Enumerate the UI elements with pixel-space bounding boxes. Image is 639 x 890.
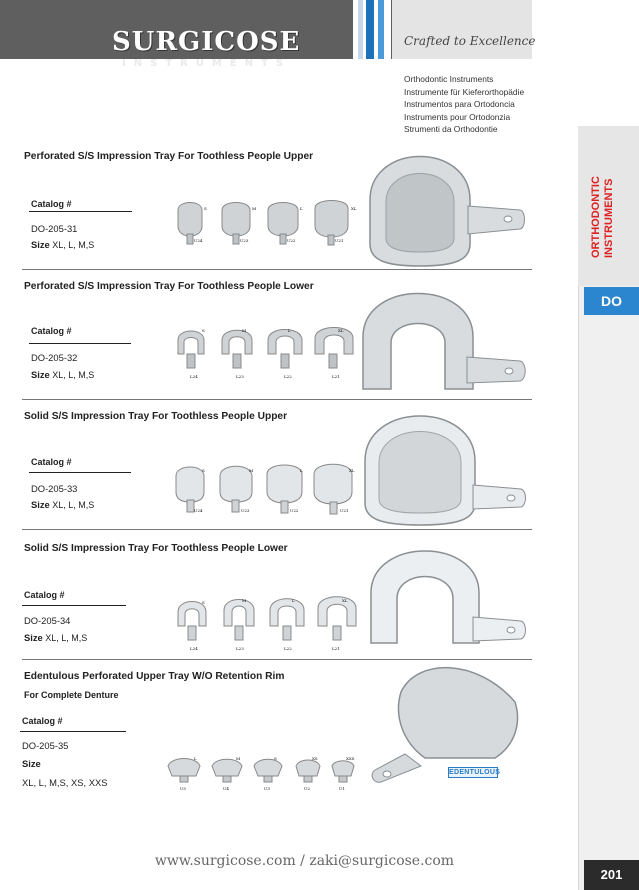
brand-logo	[112, 27, 312, 67]
tray-thumbnail	[332, 761, 354, 782]
size-mark: XXS	[346, 756, 355, 761]
tray-size-row	[170, 462, 365, 520]
tray-large-image	[355, 277, 532, 397]
tray-thumbnail	[296, 760, 320, 782]
translation-line: Strumenti da Orthodontie	[404, 124, 498, 135]
section-tab-do[interactable]: DO	[584, 287, 639, 315]
tray-thumbnail	[267, 465, 302, 513]
size-label: Size	[31, 239, 50, 250]
category-translations	[404, 73, 524, 136]
tray-large-image	[355, 405, 532, 527]
product-title: Perforated S/S Impression Tray For Toothless People Lower	[24, 281, 314, 292]
size-mark: L	[300, 206, 303, 211]
catalog-code: DO-205-33	[31, 483, 78, 494]
size-mark: L	[300, 468, 303, 473]
size-label: Size	[31, 369, 50, 380]
catalog-code: DO-205-32	[31, 352, 78, 363]
size-mark: L	[292, 598, 295, 603]
tray-thumbnail	[220, 466, 252, 512]
tray-code: U21	[340, 508, 349, 513]
size-mark: S	[202, 328, 205, 333]
size-mark: XL	[349, 468, 355, 473]
edentulous-badge: EDENTULOUS	[449, 769, 501, 776]
header-stripe	[358, 0, 363, 59]
tray-code: U23	[241, 508, 250, 513]
size-values: XL, L, M,S	[52, 240, 95, 250]
tray-code: L23	[236, 374, 244, 379]
tray-code: U24	[194, 508, 203, 513]
size-label: Size	[22, 758, 41, 769]
size-mark: XL	[351, 206, 357, 211]
size-values: XL, L, M,S, XS, XXS	[22, 777, 108, 788]
size-info	[22, 758, 41, 769]
size-mark: L	[288, 328, 291, 333]
translation-line: Orthodontic Instruments	[404, 74, 494, 84]
product-title: Perforated S/S Impression Tray For Toothless People Upper	[24, 151, 314, 162]
size-mark: M	[236, 756, 241, 761]
size-mark: XL	[342, 598, 348, 603]
tray-code: U1	[339, 786, 345, 791]
size-mark: S	[202, 600, 205, 605]
tray-code: U3	[264, 786, 270, 791]
size-info	[31, 499, 94, 510]
tagline-box	[392, 0, 532, 59]
catalog-code: DO-205-34	[24, 615, 71, 626]
size-label: Size	[31, 499, 50, 510]
size-label: Size	[24, 632, 43, 643]
tray-code: L24	[190, 646, 198, 651]
catalog-underline	[29, 343, 131, 344]
tray-code: U24	[194, 238, 203, 243]
catalog-label: Catalog #	[31, 326, 72, 336]
tray-thumbnail	[315, 328, 353, 369]
tray-thumbnail	[178, 602, 206, 641]
size-mark: XL	[338, 328, 344, 333]
size-mark: M	[242, 328, 247, 333]
tray-thumbnail	[176, 467, 204, 512]
size-values: XL, L, M,S	[52, 500, 95, 510]
catalog-label: Catalog #	[31, 199, 72, 209]
category-line-2: INSTRUMENTS	[603, 178, 615, 258]
tray-thumbnail	[268, 330, 302, 369]
tray-thumbnail	[224, 600, 254, 641]
catalog-code: DO-205-31	[31, 223, 78, 234]
tray-code: U5	[180, 786, 186, 791]
tray-code: L23	[236, 646, 244, 651]
product-subtitle: For Complete Denture	[24, 690, 119, 700]
tray-large-image	[365, 533, 532, 655]
tagline: Crafted to Excellence	[404, 34, 536, 48]
tray-code: L21	[332, 374, 340, 379]
size-info	[31, 239, 94, 250]
tray-code: L22	[284, 646, 292, 651]
category-line-1: ORTHODONTIC	[590, 176, 602, 258]
header-stripe	[366, 0, 374, 59]
size-mark: M	[249, 468, 254, 473]
translation-line: Instrumente für Kieferorthopädie	[404, 86, 525, 97]
page-number: 201	[584, 860, 639, 890]
catalog-code: DO-205-35	[22, 740, 69, 751]
tray-code: U22	[290, 508, 299, 513]
size-mark: XS	[312, 756, 318, 761]
tray-code: L24	[190, 374, 198, 379]
tray-code: U4	[223, 786, 229, 791]
tray-thumbnail	[168, 759, 200, 783]
tray-code: U23	[240, 238, 249, 243]
size-mark: S	[274, 756, 277, 761]
size-values: XL, L, M,S	[52, 370, 95, 380]
tray-size-row	[170, 322, 365, 384]
section-divider	[22, 269, 532, 270]
catalog-underline	[29, 472, 131, 473]
tray-size-row	[172, 592, 362, 654]
tray-code: U2	[304, 786, 310, 791]
size-mark: M	[242, 598, 247, 603]
catalog-label: Catalog #	[22, 716, 63, 726]
size-mark: S	[202, 468, 205, 473]
product-title: Solid S/S Impression Tray For Toothless People Upper	[24, 411, 288, 422]
catalog-label: Catalog #	[24, 590, 65, 600]
translation-line: Instruments pour Ortodonzia	[404, 111, 511, 122]
catalog-underline	[20, 731, 126, 732]
size-mark: S	[204, 206, 207, 211]
catalog-label: Catalog #	[31, 457, 72, 467]
product-title: Edentulous Perforated Upper Tray W/O Retention Rim	[24, 671, 285, 682]
header-stripe	[378, 0, 384, 59]
tray-thumbnail	[212, 759, 242, 782]
brand-name: SURGICOSE	[112, 27, 301, 57]
tray-large-image	[360, 148, 532, 268]
tray-thumbnail	[222, 330, 252, 368]
footer-contact[interactable]: www.surgicose.com / zaki@surgicose.com	[154, 853, 455, 869]
section-divider	[22, 399, 532, 400]
translation-line: Instrumentos para Ortodoncia	[404, 99, 515, 110]
tray-thumbnail	[318, 597, 356, 640]
size-info	[31, 369, 94, 380]
tray-thumbnail	[178, 331, 204, 368]
tray-code: U21	[335, 238, 344, 243]
tray-code: L22	[284, 374, 292, 379]
section-divider	[22, 659, 532, 660]
size-mark: L	[194, 756, 197, 761]
tray-size-row	[170, 200, 365, 250]
catalog-underline	[29, 211, 132, 212]
size-values: XL, L, M,S	[45, 633, 88, 643]
section-divider	[22, 529, 532, 530]
size-mark: M	[252, 206, 257, 211]
tray-thumbnail	[314, 464, 352, 514]
tray-thumbnail	[270, 599, 304, 640]
category-vertical-label	[590, 118, 616, 258]
product-title: Solid S/S Impression Tray For Toothless People Lower	[24, 543, 288, 554]
brand-subname: INSTRUMENTS	[122, 58, 292, 69]
tray-code: U22	[287, 238, 296, 243]
size-info	[24, 632, 87, 643]
tray-size-row	[162, 754, 362, 794]
tray-thumbnail	[254, 759, 282, 782]
tray-code: L21	[332, 646, 340, 651]
catalog-underline	[22, 605, 126, 606]
